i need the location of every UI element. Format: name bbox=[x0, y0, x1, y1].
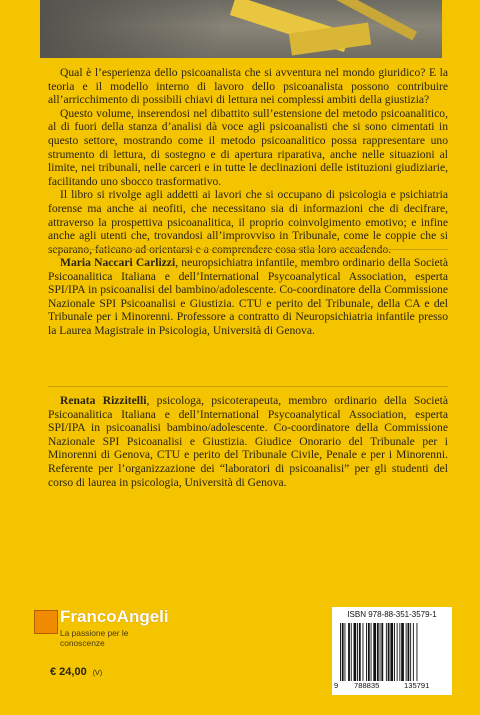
publisher-logo bbox=[34, 607, 174, 648]
blurb-paragraph-2: Questo volume, inserendosi nel dibattito sull’estensione del metodo psicoanalitico, al di fuori della stanza d’analisi dà voce agli psicoanalisti che si sono cimentati in questo settore, mostrando come il metodo psicoanalitico possa rappresentare uno strumento di lettura, di sostegno e di apertura riparativa, anche nelle situazioni al limite, nei tribunali, nelle carceri e in tutte le declinazioni delle istituzioni giudiziarie, facilitando uno sbocco trasformativo. bbox=[48, 106, 448, 188]
divider-2 bbox=[48, 386, 448, 387]
author-bio-1 bbox=[48, 256, 448, 338]
author-bio-2 bbox=[48, 394, 448, 489]
blurb-paragraph-3: Il libro si rivolge agli addetti ai lavori che si occupano di psicologia e psichiatria forense ma anche ai neofiti, che necessitano sia di informazioni che di decifrare, attraverso la prospettiva psicoanalitica, il proprio coinvolgimento emotivo; e infine anche agli utenti che, trovandosi all’improvviso in Tribunale, come le coppie che si separano, faticano ad orientarsi e a comprendere cosa stia loro accadendo. bbox=[48, 188, 448, 256]
isbn-text: ISBN 978-88-351-3579-1 bbox=[347, 610, 437, 619]
price bbox=[50, 666, 102, 678]
barcode-digits-left: 788835 bbox=[354, 681, 380, 690]
publisher-name: FrancoAngeli bbox=[60, 607, 169, 626]
divider-1 bbox=[48, 249, 448, 250]
author-text-2: , psicologa, psicoterapeuta, membro ordinario della Società Psicoanalitica Italiana e dell’International Psycoanalytical Association, esperta SPI/IPA in psicoanalisi bambino/adolescente. Co-coordinatore della Commissione Nazionale SPI Psicoanalisi e Giustizia. Giudice Onorario del Tribunale per i Minorenni di Genova, CTU e perito del Tribunale Civile, Penale e per i Minorenni. Referente per l’organizzazione dei “laboratori di psicoanalisi” per gli studenti del corso di laurea in psicologia, Università di Genova. bbox=[48, 394, 448, 489]
isbn-barcode bbox=[332, 607, 452, 695]
barcode-icon bbox=[340, 623, 444, 681]
author-text-1: , neuropsichiatra infantile, membro ordinario della Società Psicoanalitica Italiana e dell’International Psycoanalytical Association, esperta SPI/IPA in psicoanalisi del bambino/adolescente. Co-coordinatore della Commissione Nazionale SPI Psicoanalisi e Giustizia. CTU e perito del Tribunale, della CA e del Tribunale per i Minorenni. Professore a contratto di Neuropsichiatria infantile presso la Laurea Magistrale in Psicologia, Università di Genova. bbox=[48, 256, 448, 337]
publisher-logo-icon bbox=[34, 610, 58, 634]
blurb bbox=[48, 66, 448, 256]
author-name-2: Renata Rizzitelli bbox=[60, 394, 147, 407]
price-value: € 24,00 bbox=[50, 666, 87, 678]
cover-photo bbox=[40, 0, 442, 58]
barcode-digit-first: 9 bbox=[334, 681, 339, 690]
author-name-1: Maria Naccari Carlizzi bbox=[60, 256, 176, 269]
price-suffix: (V) bbox=[92, 670, 103, 677]
publisher-tagline: La passione per le conoscenze bbox=[60, 628, 129, 648]
barcode-digits-right: 135791 bbox=[404, 681, 430, 690]
blurb-paragraph-1: Qual è l’esperienza dello psicoanalista che si avventura nel mondo giuridico? E la teoria e il modello interno di lavoro dello psicoanalista possono contribuire all’arricchimento di possibili chiavi di lettura nei complessi ambiti della giustizia? bbox=[48, 66, 448, 107]
